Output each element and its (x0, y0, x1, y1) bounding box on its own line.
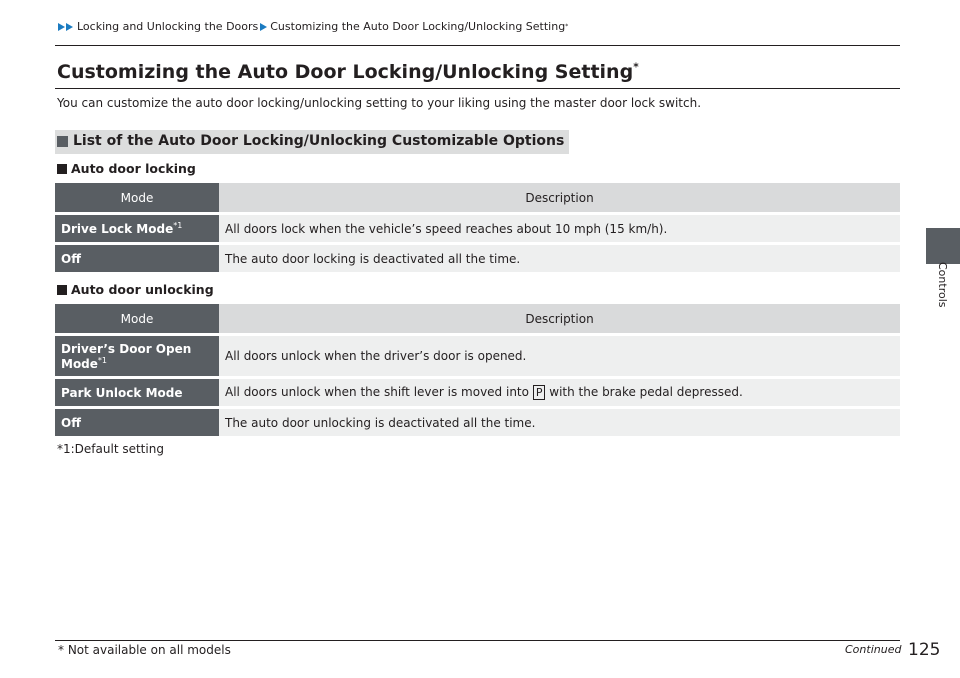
divider (55, 45, 900, 46)
unlocking-table (55, 301, 900, 439)
mode-label: Mode (61, 356, 98, 371)
description-cell: The auto door unlocking is deactivated all the time. (219, 409, 900, 436)
description-text: All doors unlock when the shift lever is moved into (225, 385, 529, 399)
page-title (57, 61, 639, 83)
side-tab[interactable] (926, 228, 960, 264)
mode-label: Drive Lock Mode (61, 222, 174, 236)
park-gear-icon: P (533, 385, 546, 400)
table-row (55, 379, 900, 406)
square-bullet-icon (57, 164, 67, 174)
page-number: 125 (908, 640, 941, 660)
intro-text: You can customize the auto door locking/unlocking setting to your liking using the master door lock switch. (57, 96, 702, 110)
footnote-mark: *1 (173, 221, 183, 230)
arrow-icon (66, 23, 73, 31)
table-row (55, 245, 900, 272)
table-row (55, 336, 900, 376)
description-cell (219, 379, 900, 406)
column-header-description: Description (219, 304, 900, 333)
divider (55, 88, 900, 89)
footnote-mark: *1 (97, 355, 108, 365)
table-header-row (55, 183, 900, 212)
mode-cell: Off (55, 409, 219, 436)
table-header-row (55, 304, 900, 333)
footnote: *1:Default setting (57, 442, 164, 456)
column-header-description: Description (219, 183, 900, 212)
side-tab-label: Controls (936, 262, 949, 308)
square-bullet-icon (57, 136, 68, 147)
breadcrumb (58, 20, 568, 33)
column-header-mode: Mode (55, 304, 219, 333)
description-cell: All doors lock when the vehicle’s speed reaches about 10 mph (15 km/h). (219, 215, 900, 242)
breadcrumb-item[interactable]: Customizing the Auto Door Locking/Unlocking Setting (270, 20, 566, 33)
square-bullet-icon (57, 285, 67, 295)
mode-cell (55, 336, 219, 376)
table-row (55, 215, 900, 242)
asterisk-mark: * (633, 61, 639, 74)
column-header-mode: Mode (55, 183, 219, 212)
arrow-icon (58, 23, 65, 31)
arrow-icon (260, 23, 267, 31)
divider (55, 640, 900, 641)
locking-table (55, 180, 900, 275)
mode-cell: Off (55, 245, 219, 272)
continued-label: Continued (845, 643, 902, 656)
page-title-text: Customizing the Auto Door Locking/Unlocking Setting (57, 61, 634, 83)
asterisk-mark: * (565, 23, 569, 30)
mode-cell: Park Unlock Mode (55, 379, 219, 406)
subheading-unlocking: Auto door unlocking (71, 282, 214, 297)
subheading-locking: Auto door locking (71, 161, 196, 176)
mode-cell (55, 215, 219, 242)
description-cell: All doors unlock when the driver’s door is opened. (219, 336, 900, 376)
mode-label: Driver’s Door Open (61, 341, 192, 356)
section-heading: List of the Auto Door Locking/Unlocking Customizable Options (73, 133, 565, 149)
breadcrumb-item[interactable]: Locking and Unlocking the Doors (77, 20, 259, 33)
description-cell: The auto door locking is deactivated all the time. (219, 245, 900, 272)
description-text: with the brake pedal depressed. (549, 385, 743, 399)
availability-note: * Not available on all models (58, 643, 231, 657)
table-row (55, 409, 900, 436)
